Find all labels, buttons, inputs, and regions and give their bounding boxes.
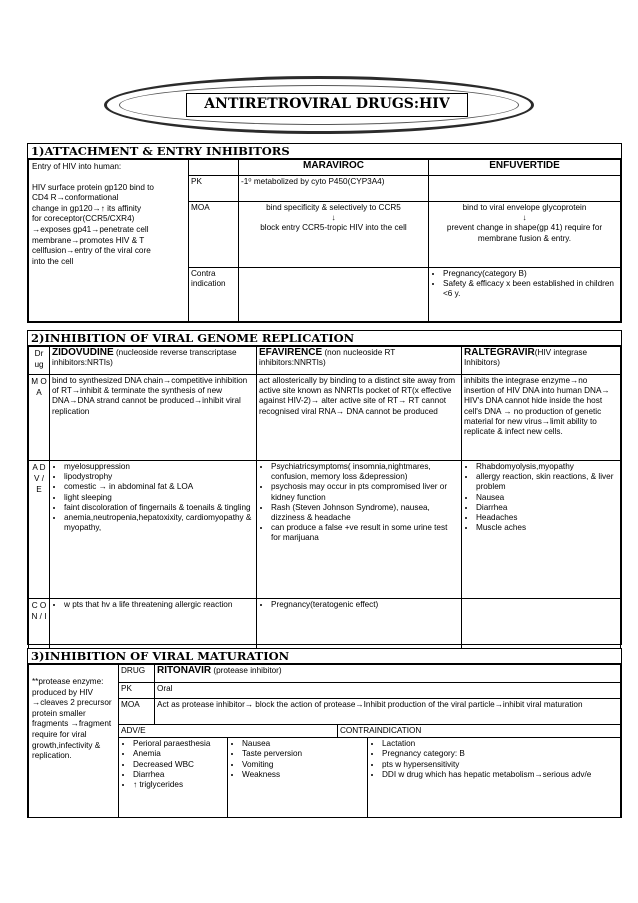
ade-item: • can produce a false +ve result in some urine test for marijuana — [271, 523, 459, 543]
efavirence-class: (non nucleoside RT inhibitors:NNRTIs) — [259, 348, 396, 368]
raltegravir-ade — [462, 461, 621, 599]
maraviroc-moa — [239, 202, 429, 268]
section-2-heading: 2)INHIBITION OF VIRAL GENOME REPLICATION — [27, 330, 622, 346]
ritonavir-class: (protease inhibitor) — [213, 666, 282, 675]
ritonavir-name: RITONAVIR — [157, 665, 212, 676]
ci-item: • Lactation — [382, 739, 618, 749]
ade-item: • light sleeping — [64, 493, 254, 503]
section-1-heading: 1)ATTACHMENT & ENTRY INHIBITORS — [27, 143, 622, 159]
ade-item: • allergy reaction, skin reactions, & liver problem — [476, 472, 618, 492]
enfuvertide-moa — [429, 202, 621, 268]
ade-item: • Perioral paraesthesia — [133, 739, 225, 749]
entry-description — [29, 160, 189, 322]
entry-line: into the cell — [32, 256, 74, 266]
ade-item: • Anemia — [133, 749, 225, 759]
ade-item: • Taste perversion — [242, 749, 365, 759]
ritonavir-moa: Act as protease inhibitor→ block the action of protease→Inhibit production of the viral particle→inhibit viral maturation — [155, 699, 621, 725]
ade-item: • Diarrhea — [476, 503, 618, 513]
ade-item: • lipodystrophy — [64, 472, 254, 482]
page-title: ANTIRETROVIRAL DRUGS:HIV — [186, 93, 468, 117]
maraviroc-moa-line1: bind specificity & selectively to CCR5 — [266, 203, 401, 212]
entry-line: HIV surface protein gp120 bind to — [32, 182, 154, 192]
ade-item: • Rash (Steven Johnson Syndrome), nausea, dizziness & headache — [271, 503, 459, 523]
ade-item: • Weakness — [242, 770, 365, 780]
section-1-table — [28, 159, 621, 322]
ci-item: • Pregnancy category: B — [382, 749, 618, 759]
maraviroc-contraindication — [239, 268, 429, 322]
entry-spacer — [32, 173, 185, 183]
entry-line: cellfusion→entry of the viral core — [32, 246, 151, 256]
down-arrow-icon: ↓ — [522, 213, 527, 223]
entry-line: Entry of HIV into human: — [32, 162, 122, 171]
ade-item: • Nausea — [476, 493, 618, 503]
ritonavir-ci — [368, 738, 621, 818]
ci-item: • pts w hypersensitivity — [382, 760, 618, 770]
ci-item: • w pts that hv a life threatening allergic reaction — [64, 600, 254, 610]
moa-label: MOA — [189, 202, 239, 268]
raltegravir-name: RALTEGRAVIR — [464, 347, 535, 358]
ade-item: • Headaches — [476, 513, 618, 523]
zidovudine-heading — [50, 347, 257, 375]
entry-line: CD4 R→conformational — [32, 193, 119, 203]
ade-item: • Decreased WBC — [133, 760, 225, 770]
ade-row-label: A D V / E — [29, 461, 50, 599]
drug-label: DRUG — [119, 665, 155, 683]
contraindication-label: Contra indication — [189, 268, 239, 322]
entry-line: membrane→promotes HIV & T — [32, 235, 145, 245]
ade-item: • Muscle aches — [476, 523, 618, 533]
s1-empty-header — [189, 160, 239, 176]
raltegravir-moa: inhibits the integrase enzyme→no insertion of HIV DNA into human DNA→ HIV's DNA cannot hide inside the host cell's DNA → no production of genetic material for new virus→limit ability to replicate & infect new cells. — [462, 375, 621, 461]
ade-label: ADV/E — [119, 725, 338, 738]
drug-row-label: Dr ug — [29, 347, 50, 375]
maraviroc-pk: -1⁰ metabolized by cyto P450(CYP3A4) — [239, 176, 429, 202]
enfuvertide-moa-line2: prevent change in shape(gp 41) require for membrane fusion & entry. — [446, 223, 603, 243]
zidovudine-moa: bind to synthesized DNA chain→competitive inhibition of RT→inhibit & terminate the synthesis of new DNA→DNA strand cannot be produced→inhibit viral replication — [50, 375, 257, 461]
moa-row-label: M O A — [29, 375, 50, 461]
efavirence-name: EFAVIRENCE — [259, 347, 323, 358]
raltegravir-heading — [462, 347, 621, 375]
ade-item: • Diarrhea — [133, 770, 225, 780]
ritonavir-ade-1 — [119, 738, 228, 818]
ade-item: • psychosis may occur in pts compromised liver or kidney function — [271, 482, 459, 502]
section-1 — [27, 158, 622, 323]
zidovudine-name: ZIDOVUDINE — [52, 347, 114, 358]
protease-description: **protease enzyme: produced by HIV →cleaves 2 precursor protein smaller fragments →fragment require for viral growth,infectivity & replication. — [29, 665, 119, 818]
entry-line: for coreceptor(CCR5/CXR4) — [32, 214, 135, 224]
enfuvertide-heading: ENFUVERTIDE — [429, 160, 621, 176]
ci-label: CONTRAINDICATION — [338, 725, 621, 738]
section-3 — [27, 663, 622, 818]
section-2 — [27, 345, 622, 645]
ritonavir-pk: Oral — [155, 683, 621, 699]
ade-item: • Vomiting — [242, 760, 365, 770]
ci-row-label: C O N / I — [29, 599, 50, 661]
ade-item: • anemia,neutropenia,hepatoxixity, cardiomyopathy & myopathy, — [64, 513, 254, 533]
down-arrow-icon: ↓ — [331, 213, 336, 223]
efavirence-moa: act allosterically by binding to a distinct site away from active site known as NNRTIs pocket of RT(x effective against HIV-2)→ alter active site of RT→ RT cannot recognised viral RNA→ DNA cannot be produced — [257, 375, 462, 461]
efavirence-heading — [257, 347, 462, 375]
enfuvertide-moa-line1: bind to viral envelope glycoprotein — [462, 203, 587, 212]
ci-item: • DDI w drug which has hepatic metabolism→serious adv/e — [382, 770, 618, 780]
entry-line: change in gp120→↑ its affinity — [32, 203, 142, 213]
ade-item: • Psychiatricsymptoms( insomnia,nightmares, confusion, memory loss &depression) — [271, 462, 459, 482]
enfuvertide-pk — [429, 176, 621, 202]
maraviroc-moa-line2: block entry CCR5-tropic HIV into the cell — [260, 223, 407, 233]
section-3-heading: 3)INHIBITION OF VIRAL MATURATION — [27, 648, 622, 664]
entry-line: →exposes gp41→penetrate cell — [32, 224, 149, 234]
ade-item: • myelosuppression — [64, 462, 254, 472]
moa-label: MOA — [119, 699, 155, 725]
efavirence-ade — [257, 461, 462, 599]
ade-item: • Rhabdomyolysis,myopathy — [476, 462, 618, 472]
ritonavir-heading — [155, 665, 621, 683]
ci-item: • Pregnancy(teratogenic effect) — [271, 600, 459, 610]
section-2-table — [28, 346, 621, 661]
zidovudine-ade — [50, 461, 257, 599]
ade-item: • faint discoloration of fingernails & toenails & tingling — [64, 503, 254, 513]
zidovudine-class: (nucleoside reverse transcriptase inhibitors:NRTIs) — [52, 348, 237, 368]
enfuvertide-contraindication — [429, 268, 621, 322]
pk-label: PK — [189, 176, 239, 202]
pk-label: PK — [119, 683, 155, 699]
ci-item: • Pregnancy(category B) — [443, 269, 618, 279]
maraviroc-heading: MARAVIROC — [239, 160, 429, 176]
ade-item: • comestic → in abdominal fat & LOA — [64, 482, 254, 492]
section-3-table — [28, 664, 621, 818]
ritonavir-ade-2 — [228, 738, 368, 818]
ade-item: • ↑ triglycerides — [133, 780, 225, 790]
raltegravir-class: (HIV integrase Inhibitors) — [464, 348, 588, 368]
ci-item: • Safety & efficacy x been established in children <6 y. — [443, 279, 618, 299]
ade-item: • Nausea — [242, 739, 365, 749]
